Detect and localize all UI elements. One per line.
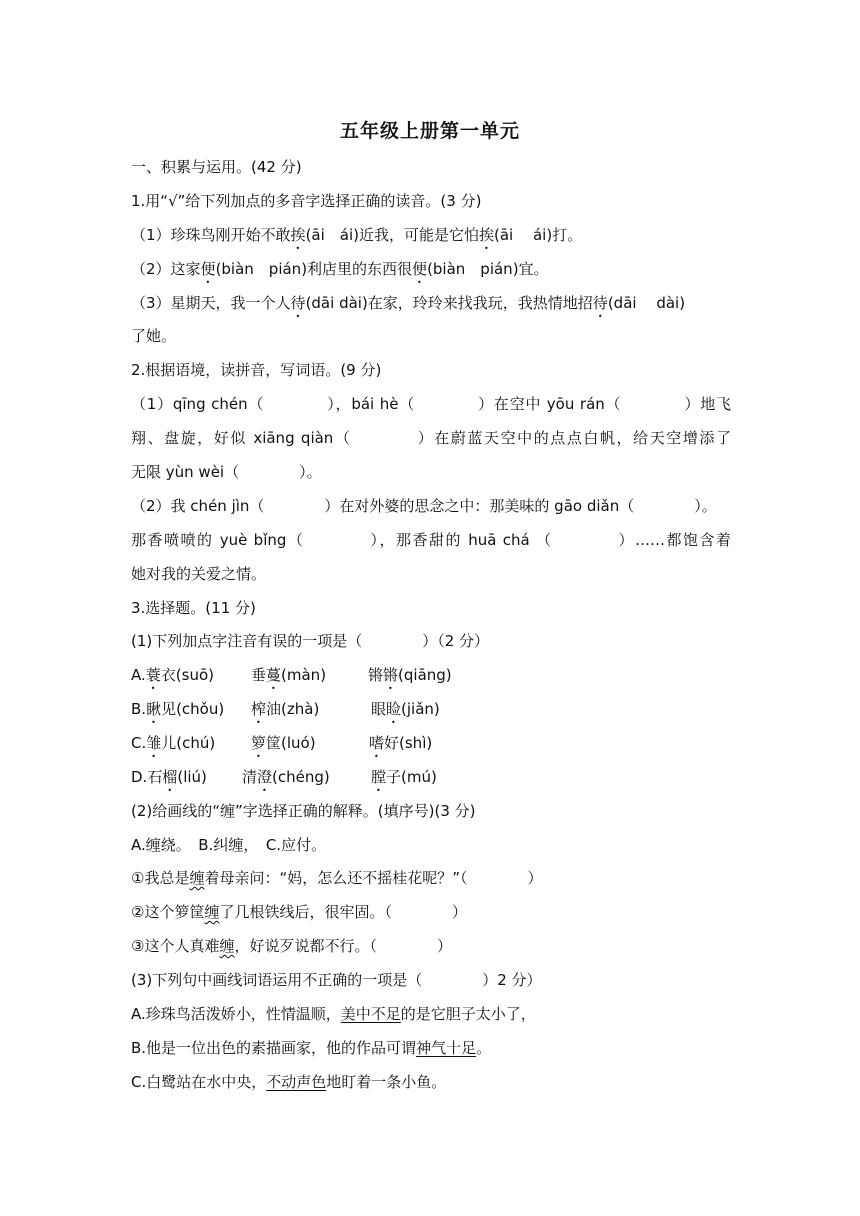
option-a: A.蓑衣(suō) 垂蔓(màn) 锵锵(qiāng): [131, 666, 452, 684]
q3-part-1: (1)下列加点字注音有误的一项是（ ）（2 分）: [131, 632, 490, 650]
q1-item-1: （1）珍珠鸟刚开始不敢挨(āi ái)近我，可能是它怕挨(āi ái)打。: [131, 226, 583, 244]
option-b-3: B.他是一位出色的素描画家，他的作品可谓神气十足。: [131, 1039, 492, 1057]
document-title: 五年级上册第一单元: [339, 120, 520, 142]
q3-heading: 3.选择题。(11 分): [131, 599, 256, 617]
q2-line-1: （1）qīng chén（ ），bái hè（ ）在空中 yōu rán（ ）地飞: [131, 395, 731, 413]
option-c: C.雏儿(chú) 箩筐(luó) 嗜好(shì): [131, 734, 433, 752]
q1-heading: 1.用“√”给下列加点的多音字选择正确的读音。(3 分): [131, 192, 482, 210]
q2-line-3: 无限 yùn wèi（ ）。: [131, 463, 322, 481]
sentence-2: ②这个箩筐缠了几根铁线后，很牢固。（ ）: [131, 903, 467, 921]
q3-part-2: (2)给画线的“缠”字选择正确的解释。(填序号)(3 分): [131, 802, 476, 820]
q2-line-6: 她对我的关爱之情。: [131, 565, 267, 583]
q2-line-5: 那香喷喷的 yuè bǐng（ ），那香甜的 huā chá （ ）……都饱含着: [131, 531, 731, 549]
q3-part-3: (3)下列句中画线词语运用不正确的一项是（ ）2 分）: [131, 971, 542, 989]
option-c-3: C.白鹭站在水中央，不动声色地盯着一条小鱼。: [131, 1073, 447, 1091]
q1-item-2: （2）这家便(biàn pián)利店里的东西很便(biàn pián)宜。: [131, 260, 549, 278]
q2-line-2: 翔、盘旋，好似 xiāng qiàn（ ）在蔚蓝天空中的点点白帆，给天空增添了: [131, 429, 731, 447]
sentence-3: ③这个人真难缠，好说歹说都不行。（ ）: [131, 937, 452, 955]
q3-part-2-options: A.缠绕。 B.纠缠， C.应付。: [131, 836, 327, 854]
q2-line-4: （2）我 chén jìn（ ）在对外婆的思念之中：那美味的 gāo diǎn（ ）。: [131, 497, 717, 515]
option-a-3: A.珍珠鸟活泼娇小，性情温顺，美中不足的是它胆子太小了，: [131, 1005, 536, 1023]
q1-item-3-cont: 了她。: [131, 327, 177, 345]
option-b: B.瞅见(chǒu) 榨油(zhà) 眼睑(jiǎn): [131, 700, 440, 718]
section-heading: 一、积累与运用。(42 分): [131, 158, 302, 176]
q1-item-3: （3）星期天，我一个人待(dāi dài)在家，玲玲来找我玩，我热情地招待(dāi dài): [131, 294, 686, 312]
option-d: D.石榴(liú) 清澄(chéng) 膛子(mú): [131, 768, 437, 786]
sentence-1: ①我总是缠着母亲问：“妈，怎么还不摇桂花呢？”（ ）: [131, 869, 543, 887]
q2-heading: 2.根据语境，读拼音，写词语。(9 分): [131, 361, 382, 379]
